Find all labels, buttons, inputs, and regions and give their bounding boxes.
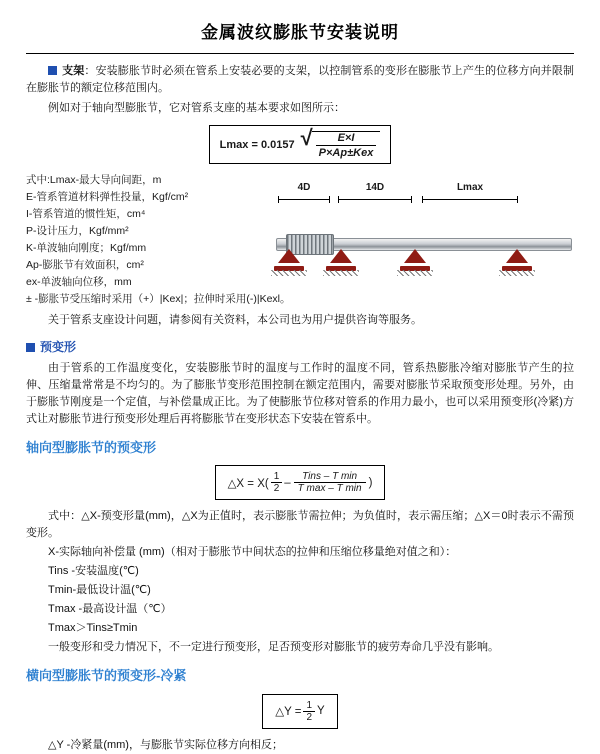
legend-item: P-设计压力，Kgf/mm² [26, 225, 129, 238]
lateral-formula [262, 694, 337, 729]
lateral-note: △Y -冷紧量(mm)，与膨胀节实际位移方向相反； [48, 738, 283, 751]
axial-notes [26, 508, 574, 656]
predeform-para1: 由于管系的工作温度变化，安装膨胀节时的温度与工作时的温度不同，管系热膨胀冷缩对膨胀节产生的拉伸、压缩量常常是不均匀的。为了膨胀节变形范围控制在额定范围内，需要对膨胀节采取预变形处理。另外，由于膨胀节刚度是一个定值，与补偿量成正比。为了使膨胀节位移对管系的作用力最小，也可以采用预变形(冷紧)方式让对膨胀节进行预变形处理后再将膨胀节在变形状态下安装在管系中。 [26, 361, 574, 425]
dimension-label-4d: 4D [297, 182, 311, 194]
lateral-formula-half [303, 700, 315, 723]
predeform-heading [26, 338, 574, 357]
legend-item: ex-单波轴向位移，mm [26, 276, 132, 289]
fraction-numerator: Tins – T min [294, 471, 366, 483]
axial-formula-block [26, 465, 574, 500]
dimension-label-14d: 14D [365, 182, 385, 194]
pipe-support-diagram [270, 182, 574, 302]
legend-item: ± -膨胀节受压缩时采用（+）|Kex|；拉伸时采用(-)|Kexl。 [26, 293, 291, 306]
legend-and-diagram [26, 172, 574, 308]
support-cone-icon [278, 249, 300, 263]
ground-hatch-icon [323, 270, 359, 276]
legend-item: 式中:Lmax-最大导向间距，m [26, 174, 162, 187]
axial-formula-fraction [294, 471, 366, 494]
legend-item: Ap-膨胀节有效面积，cm² [26, 259, 144, 272]
legend-item: I-管系管道的惯性矩，cm⁴ [26, 208, 146, 221]
lmax-radical [300, 125, 381, 160]
axial-item: X-实际轴向补偿量 (mm)（相对于膨胀节中间状态的拉伸和压缩位移量绝对值之和）： [48, 546, 457, 559]
lateral-formula-lhs: △Y = [275, 706, 302, 719]
page-title: 金属波纹膨胀节安装说明 [201, 23, 399, 42]
support-guide-1 [326, 249, 356, 271]
lmax-fraction [312, 131, 381, 159]
support-anchor-1 [274, 249, 304, 271]
axial-note: 式中：△X-预变形量(mm)，△X为正值时，表示膨胀节需拉伸；为负值时，表示需压缩；△X＝0时表示不需预变形。 [26, 510, 574, 540]
axial-item: Tmax＞Tins≥Tmin [48, 622, 138, 635]
support-cone-icon [404, 249, 426, 263]
ground-hatch-icon [397, 270, 433, 276]
dimension-line-4d [278, 199, 330, 200]
dimension-line-lmax [422, 199, 518, 200]
symbol-legend [26, 172, 291, 308]
support-guide-3 [502, 249, 532, 271]
ground-hatch-icon [271, 270, 307, 276]
lmax-numerator: E×I [316, 132, 377, 146]
dimension-label-lmax: Lmax [456, 182, 484, 194]
half-denominator: 2 [306, 711, 313, 723]
blue-square-bullet-icon [48, 66, 57, 75]
axial-item: Tins -安装温度(℃) [48, 565, 139, 578]
predeform-heading-label: 预变形 [40, 340, 77, 355]
axial-formula-rhs: ) [368, 476, 373, 489]
dimension-line-14d [338, 199, 412, 200]
axial-item: Tmin-最低设计温(℃) [48, 584, 151, 597]
bracket-closing-note: 关于管系支座设计问题，请参阅有关资料，本公司也为用户提供咨询等服务。 [48, 314, 422, 327]
half-denominator: 2 [273, 483, 280, 495]
blue-square-bullet-icon [26, 343, 35, 352]
ground-hatch-icon [499, 270, 535, 276]
pipe-scene [270, 216, 574, 286]
bracket-heading: 支架 [62, 65, 85, 77]
radical-sign-icon: √ [300, 125, 313, 151]
half-numerator: 1 [303, 700, 315, 712]
bracket-para1: 安装膨胀节时必须在管系上安装必要的支架，以控制管系的变形在膨胀节上产生的位移方向并限制在膨胀节的额定位移范围内。 [26, 65, 575, 95]
axial-formula-lhs: △X = X( [227, 477, 269, 490]
bracket-section-intro: 支架：安装膨胀节时必须在管系上安装必要的支架，以控制管系的变形在膨胀节上产生的位移方向并限制在膨胀节的额定位移范围内。 [26, 65, 575, 95]
support-cone-icon [506, 249, 528, 263]
axial-footnote: 一般变形和受力情况下，不一定进行预变形，足否预变形对膨胀节的疲劳寿命几乎没有影响。 [48, 641, 499, 654]
bracket-para2: 例如对于轴向型膨胀节，它对管系支座的基本要求如图所示： [48, 102, 345, 115]
axial-predeform-heading: 轴向型膨胀节的预变形 [26, 439, 157, 455]
legend-item: K-单波轴向刚度；Kgf/mm [26, 242, 147, 255]
legend-item: E-管系管道材料弹性投量，Kgf/cm² [26, 191, 189, 204]
axial-item: Tmax -最高设计温（℃） [48, 603, 172, 616]
axial-formula-half [271, 471, 283, 494]
lmax-formula-lhs: Lmax = 0.0157 [219, 138, 295, 151]
axial-formula-minus: – [284, 476, 291, 489]
support-guide-2 [400, 249, 430, 271]
lateral-predeform-heading: 横向型膨胀节的预变形-冷紧 [26, 668, 187, 684]
lmax-formula [209, 125, 392, 164]
support-cone-icon [330, 249, 352, 263]
lmax-formula-block [26, 125, 574, 164]
fraction-denominator: T max – T min [297, 483, 362, 495]
lateral-formula-rhs: Y [317, 705, 325, 718]
half-numerator: 1 [271, 471, 283, 483]
dimension-row [270, 182, 574, 208]
title-divider [26, 53, 574, 54]
lmax-denominator: P×Ap±Kex [318, 147, 374, 160]
axial-formula [215, 465, 386, 500]
lateral-formula-block [26, 694, 574, 729]
